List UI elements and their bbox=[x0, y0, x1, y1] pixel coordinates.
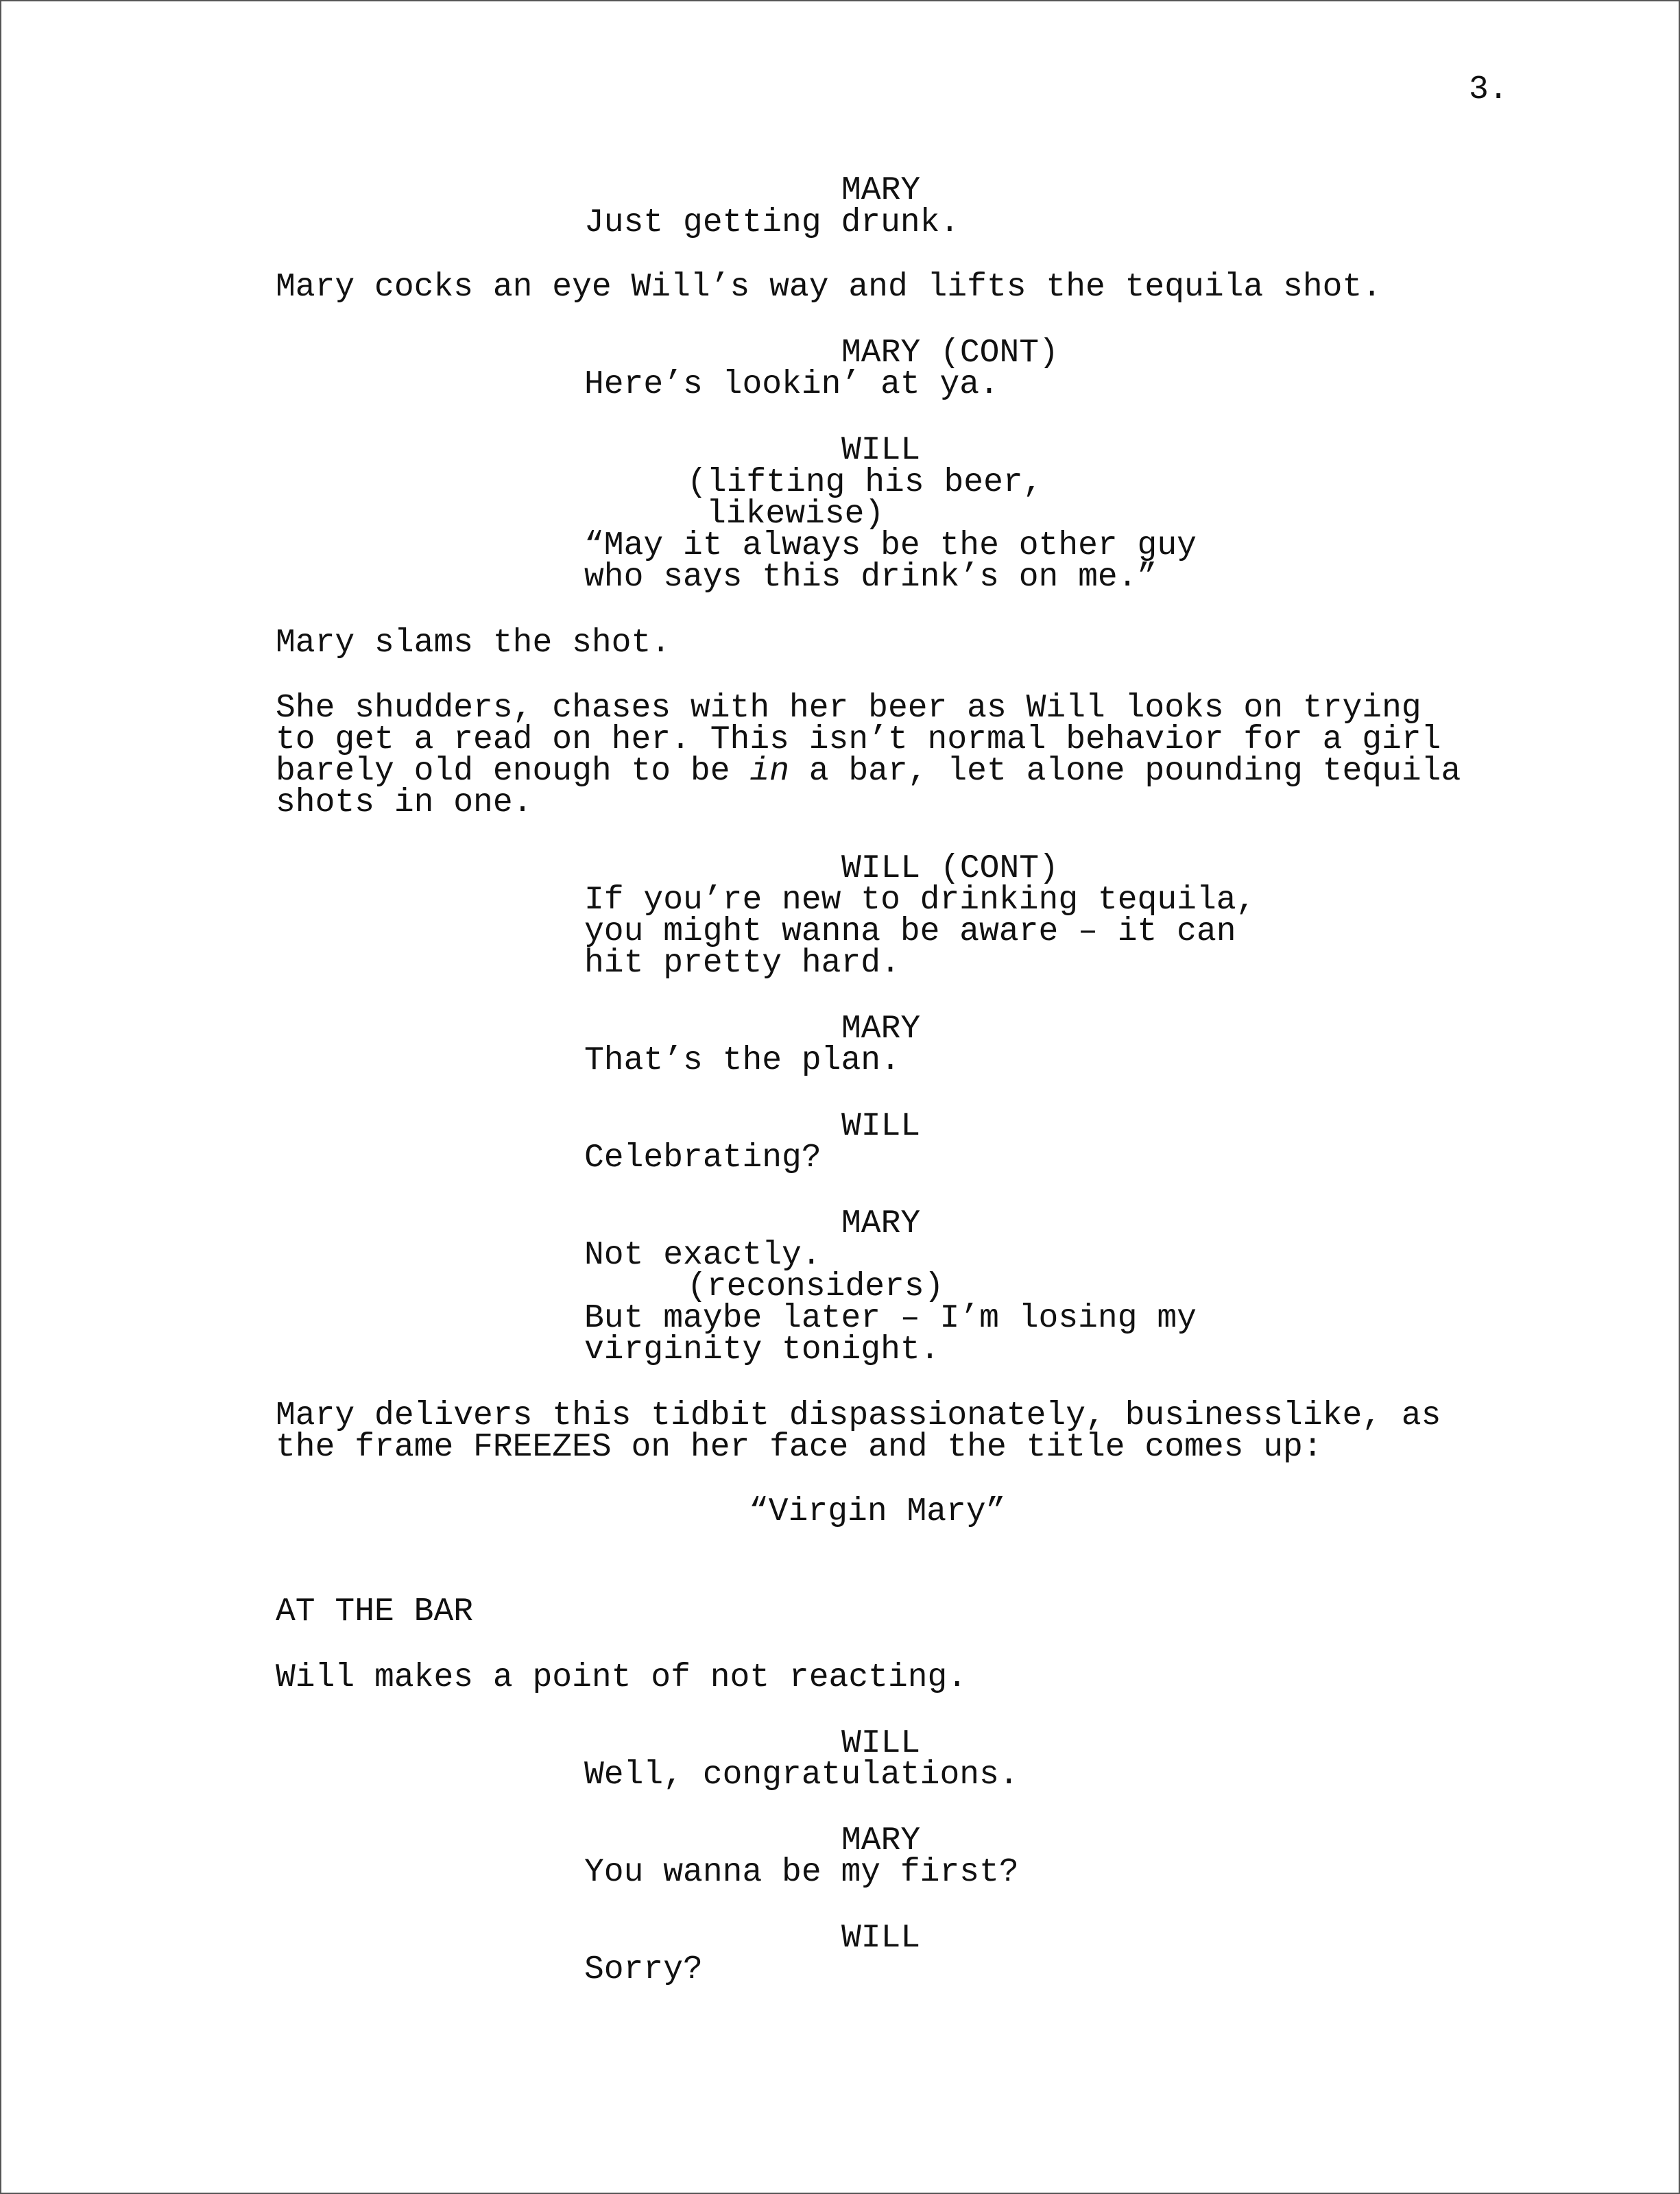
action-line: the frame FREEZES on her face and the title comes up: bbox=[276, 1429, 1323, 1466]
action-line: She shudders, chases with her beer as Will looks on trying bbox=[276, 690, 1421, 727]
action-line: to get a read on her. This isn’t normal behavior for a girl bbox=[276, 721, 1441, 758]
dialogue-line: Here’s lookin’ at ya. bbox=[584, 366, 999, 403]
dialogue-line: That’s the plan. bbox=[584, 1042, 900, 1079]
emphasis-text: in bbox=[749, 753, 789, 790]
action-line: Mary slams the shot. bbox=[276, 625, 671, 662]
character-cue: WILL bbox=[841, 432, 921, 469]
dialogue-line: Well, congratulations. bbox=[584, 1757, 1019, 1794]
dialogue-line: Celebrating? bbox=[584, 1140, 821, 1177]
action-line: shots in one. bbox=[276, 784, 533, 821]
character-cue: WILL bbox=[841, 1108, 921, 1145]
scene-heading: AT THE BAR bbox=[276, 1593, 474, 1630]
action-line: Mary delivers this tidbit dispassionately, businesslike, as bbox=[276, 1397, 1441, 1434]
character-cue: MARY bbox=[841, 1205, 921, 1242]
character-cue: MARY bbox=[841, 1011, 921, 1048]
dialogue-line: You wanna be my first? bbox=[584, 1854, 1019, 1891]
parenthetical-line: likewise) bbox=[706, 496, 885, 533]
dialogue-line: virginity tonight. bbox=[584, 1331, 940, 1369]
title-card: “Virgin Mary” bbox=[749, 1493, 1006, 1530]
parenthetical-line: (reconsiders) bbox=[687, 1268, 944, 1305]
dialogue-line: If you’re new to drinking tequila, bbox=[584, 882, 1256, 919]
action-line bbox=[276, 753, 1461, 790]
dialogue-line: But maybe later – I’m losing my bbox=[584, 1300, 1197, 1337]
dialogue-line: “May it always be the other guy bbox=[584, 527, 1197, 564]
action-text: a bar, let alone pounding tequila bbox=[789, 753, 1461, 790]
character-cue: MARY bbox=[841, 1822, 921, 1859]
action-line: Mary cocks an eye Will’s way and lifts the tequila shot. bbox=[276, 269, 1382, 306]
dialogue-line: who says this drink’s on me.” bbox=[584, 559, 1157, 596]
character-cue: WILL bbox=[841, 1920, 921, 1957]
character-cue: MARY (CONT) bbox=[841, 335, 1059, 372]
parenthetical-line: (lifting his beer, bbox=[687, 464, 1043, 501]
dialogue-line: you might wanna be aware – it can bbox=[584, 913, 1236, 950]
action-text: barely old enough to be bbox=[276, 753, 750, 790]
character-cue: MARY bbox=[841, 172, 921, 209]
character-cue: WILL (CONT) bbox=[841, 850, 1059, 887]
character-cue: WILL bbox=[841, 1725, 921, 1762]
page-number: 3. bbox=[1469, 71, 1509, 108]
dialogue-line: hit pretty hard. bbox=[584, 945, 900, 982]
dialogue-line: Not exactly. bbox=[584, 1237, 821, 1274]
action-line: Will makes a point of not reacting. bbox=[276, 1659, 968, 1696]
dialogue-line: Sorry? bbox=[584, 1951, 703, 1988]
dialogue-line: Just getting drunk. bbox=[584, 204, 960, 241]
